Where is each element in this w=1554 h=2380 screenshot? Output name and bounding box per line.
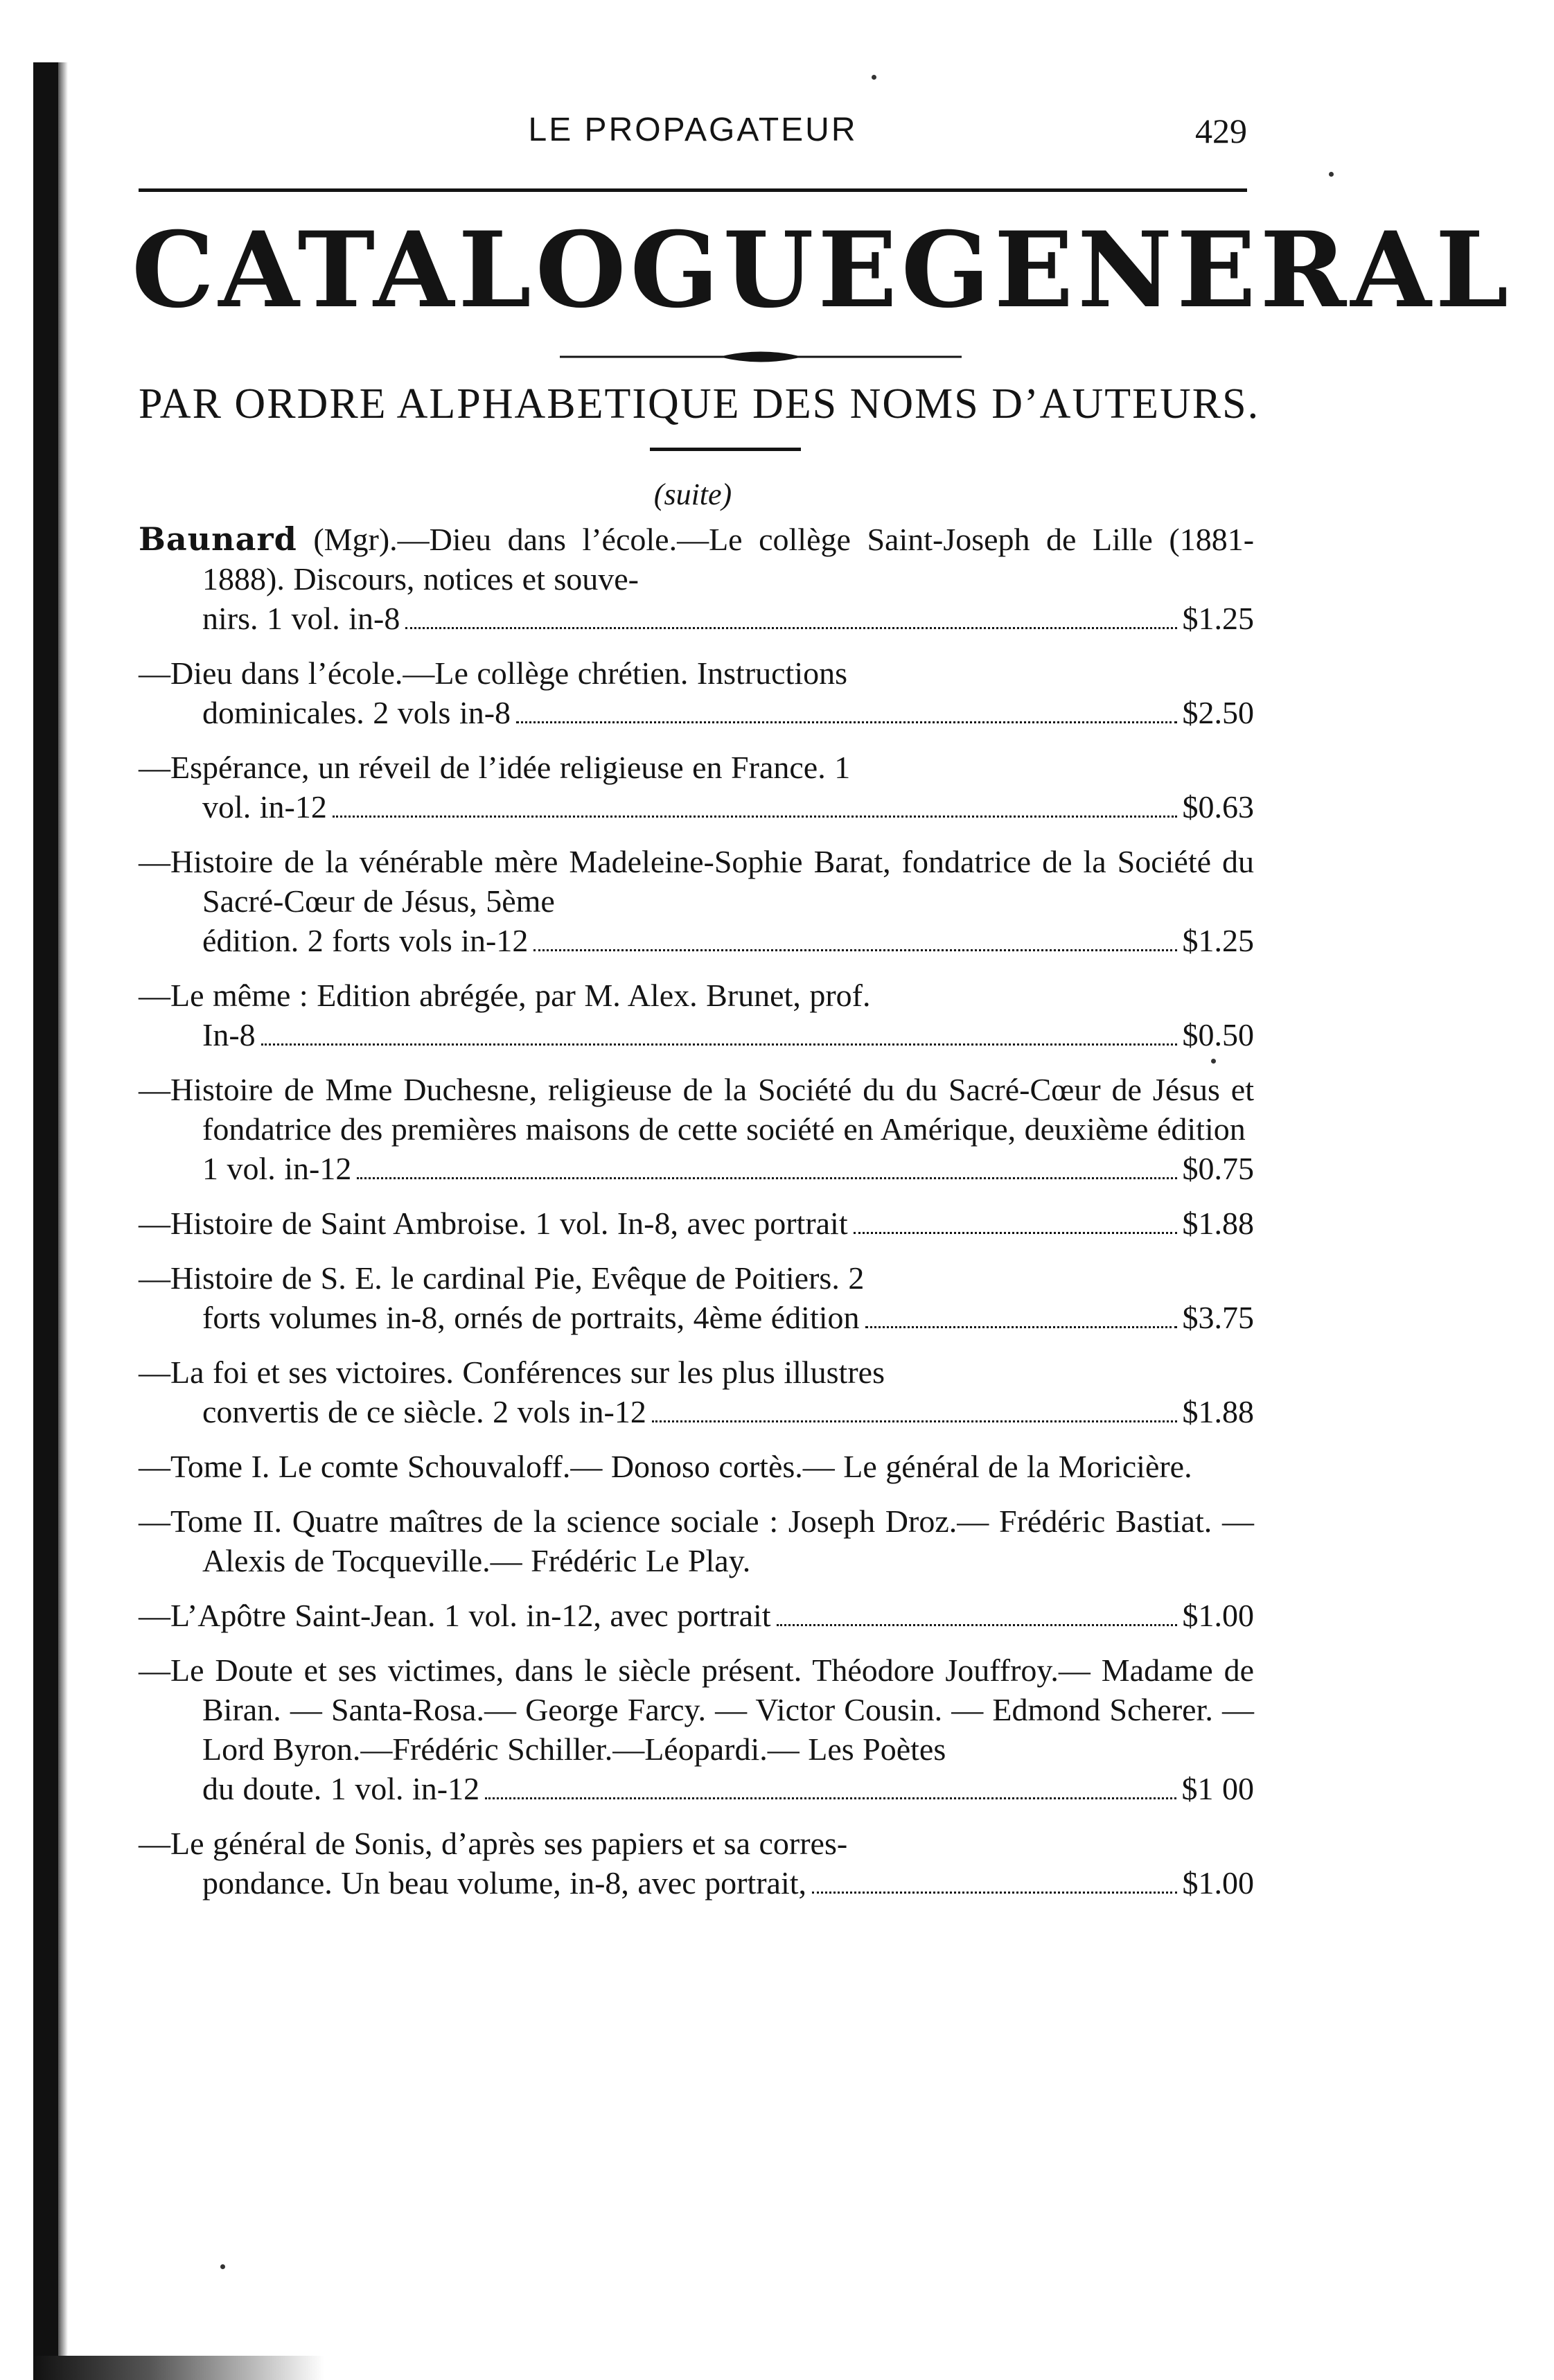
entry-price-line [202, 787, 1254, 827]
entry-text: —Histoire de S. E. le cardinal Pie, Evêque de Poitiers. 2 [139, 1260, 865, 1296]
catalogue-entry [139, 1650, 1254, 1808]
entry-last-line-text: —Histoire de Saint Ambroise. 1 vol. In-8, avec portrait [139, 1206, 848, 1241]
scan-speck [1329, 172, 1334, 177]
dot-leader [405, 627, 1176, 629]
entry-price-line [202, 599, 1254, 638]
catalogue-entry [139, 1596, 1254, 1635]
entry-price: $1.00 [1182, 1598, 1254, 1633]
entry-price-line [202, 1769, 1254, 1808]
entry-price-line [202, 1392, 1254, 1431]
entry-price: $1.00 [1182, 1865, 1254, 1901]
entry-text: —Le Doute et ses victimes, dans le siècle présent. Théodore Jouffroy.— Madame de Biran. — Santa-Rosa.— George Farcy. — Victor Cousin. — Edmond Scherer. — Lord Byron.—Frédéric Schiller.—Léopardi.— Les Poètes [139, 1652, 1254, 1767]
entry-text: —Le général de Sonis, d’après ses papiers et sa corres- [139, 1826, 848, 1861]
entry-price: $1.25 [1182, 923, 1254, 958]
dot-leader [777, 1624, 1177, 1626]
running-header [139, 111, 1247, 159]
dot-leader [865, 1326, 1177, 1328]
entry-text: (Mgr).—Dieu dans l’école.—Le collège Saint-Joseph de Lille (1881-1888). Discours, notices et souve- [202, 522, 1255, 597]
entry-last-line-text: forts volumes in-8, ornés de portraits, 4ème édition [202, 1300, 860, 1335]
entry-price: $0.75 [1182, 1151, 1254, 1186]
page-number: 429 [1195, 112, 1247, 150]
running-title: LE PROPAGATEUR [528, 112, 858, 148]
dot-leader [261, 1043, 1177, 1046]
dot-leader [516, 721, 1176, 723]
catalogue-entry [139, 1824, 1254, 1903]
catalogue-title [132, 208, 1513, 333]
short-rule [650, 448, 801, 451]
catalogue-entry [139, 1501, 1254, 1580]
entry-price-line [202, 1298, 1254, 1337]
dot-leader [533, 949, 1176, 951]
entry-last-line-text: In-8 [202, 1017, 256, 1052]
entry-price: $1.88 [1182, 1206, 1254, 1241]
entry-price-line [139, 1204, 1254, 1243]
entry-price-line [139, 1596, 1254, 1635]
dot-leader [854, 1232, 1177, 1234]
scan-speck [220, 2264, 225, 2269]
entry-text: —Tome II. Quatre maîtres de la science sociale : Joseph Droz.— Frédéric Bastiat. — Alexis de Tocqueville.— Frédéric Le Play. [139, 1504, 1254, 1578]
ornament-divider [560, 346, 962, 367]
suite-label: (suite) [653, 477, 732, 511]
catalogue-entry [139, 976, 1254, 1055]
catalogue-entry [139, 520, 1254, 638]
catalogue-entry [139, 1352, 1254, 1431]
dot-leader [333, 816, 1177, 818]
title-word-catalogue: CATALOGUE [132, 209, 901, 331]
entry-text: —Tome I. Le comte Schouvaloff.— Donoso cortès.— Le général de la Moricière. [139, 1449, 1192, 1484]
entry-last-line-text: édition. 2 forts vols in-12 [202, 923, 529, 958]
entry-price: $1 00 [1181, 1771, 1254, 1806]
scan-speck [872, 75, 876, 80]
entry-last-line-text: vol. in-12 [202, 789, 327, 825]
entry-price-line [202, 1863, 1254, 1903]
entry-last-line-text: du doute. 1 vol. in-12 [202, 1771, 480, 1806]
entry-last-line-text: nirs. 1 vol. in-8 [202, 601, 400, 636]
catalogue-entry [139, 1447, 1254, 1486]
entry-price-line [202, 693, 1254, 732]
dot-leader [812, 1892, 1176, 1894]
title-word-general: GENERAL [901, 209, 1513, 331]
binding-foot [33, 2356, 324, 2380]
entry-price: $3.75 [1182, 1300, 1254, 1335]
catalogue-entries [139, 520, 1254, 1918]
dot-leader [652, 1420, 1177, 1422]
catalogue-entry [139, 1070, 1254, 1188]
entry-last-line-text: convertis de ce siècle. 2 vols in-12 [202, 1394, 646, 1429]
catalogue-entry [139, 748, 1254, 827]
catalogue-entry [139, 842, 1254, 960]
entry-price-line [202, 1015, 1254, 1055]
entry-price-line [202, 1149, 1254, 1188]
catalogue-subtitle: PAR ORDRE ALPHABETIQUE DES NOMS D’AUTEURS. [139, 380, 1260, 427]
entry-last-line-text: 1 vol. in-12 [202, 1151, 352, 1186]
dot-leader [485, 1797, 1176, 1799]
entry-text: —Espérance, un réveil de l’idée religieuse en France. 1 [139, 750, 851, 785]
entry-last-line-text: —L’Apôtre Saint-Jean. 1 vol. in-12, avec portrait [139, 1598, 771, 1633]
entry-price-line [202, 921, 1254, 960]
entry-price: $0.50 [1182, 1017, 1254, 1052]
entry-last-line-text: dominicales. 2 vols in-8 [202, 695, 511, 730]
entry-last-line-text: pondance. Un beau volume, in-8, avec portrait, [202, 1865, 807, 1901]
entry-text: —Histoire de la vénérable mère Madeleine-Sophie Barat, fondatrice de la Société du Sacré-Cœur de Jésus, 5ème [139, 844, 1254, 919]
entry-text: —Histoire de Mme Duchesne, religieuse de la Société du du Sacré-Cœur de Jésus et fondatrice des premières maisons de cette société en Amérique, deuxième édition [139, 1072, 1254, 1147]
header-rule [139, 188, 1247, 192]
book-binding-edge [33, 62, 58, 2380]
entry-price: $2.50 [1182, 695, 1254, 730]
author-name: Baunard [139, 520, 297, 558]
catalogue-entry [139, 1258, 1254, 1337]
dot-leader [357, 1177, 1176, 1179]
catalogue-entry [139, 653, 1254, 732]
entry-text: —Le même : Edition abrégée, par M. Alex. Brunet, prof. [139, 978, 871, 1013]
entry-price: $1.88 [1182, 1394, 1254, 1429]
binding-shadow [58, 62, 68, 2380]
entry-text: —Dieu dans l’école.—Le collège chrétien. Instructions [139, 655, 848, 691]
entry-price: $0.63 [1182, 789, 1254, 825]
catalogue-entry [139, 1204, 1254, 1243]
entry-price: $1.25 [1182, 601, 1254, 636]
entry-text: —La foi et ses victoires. Conférences sur les plus illustres [139, 1355, 885, 1390]
